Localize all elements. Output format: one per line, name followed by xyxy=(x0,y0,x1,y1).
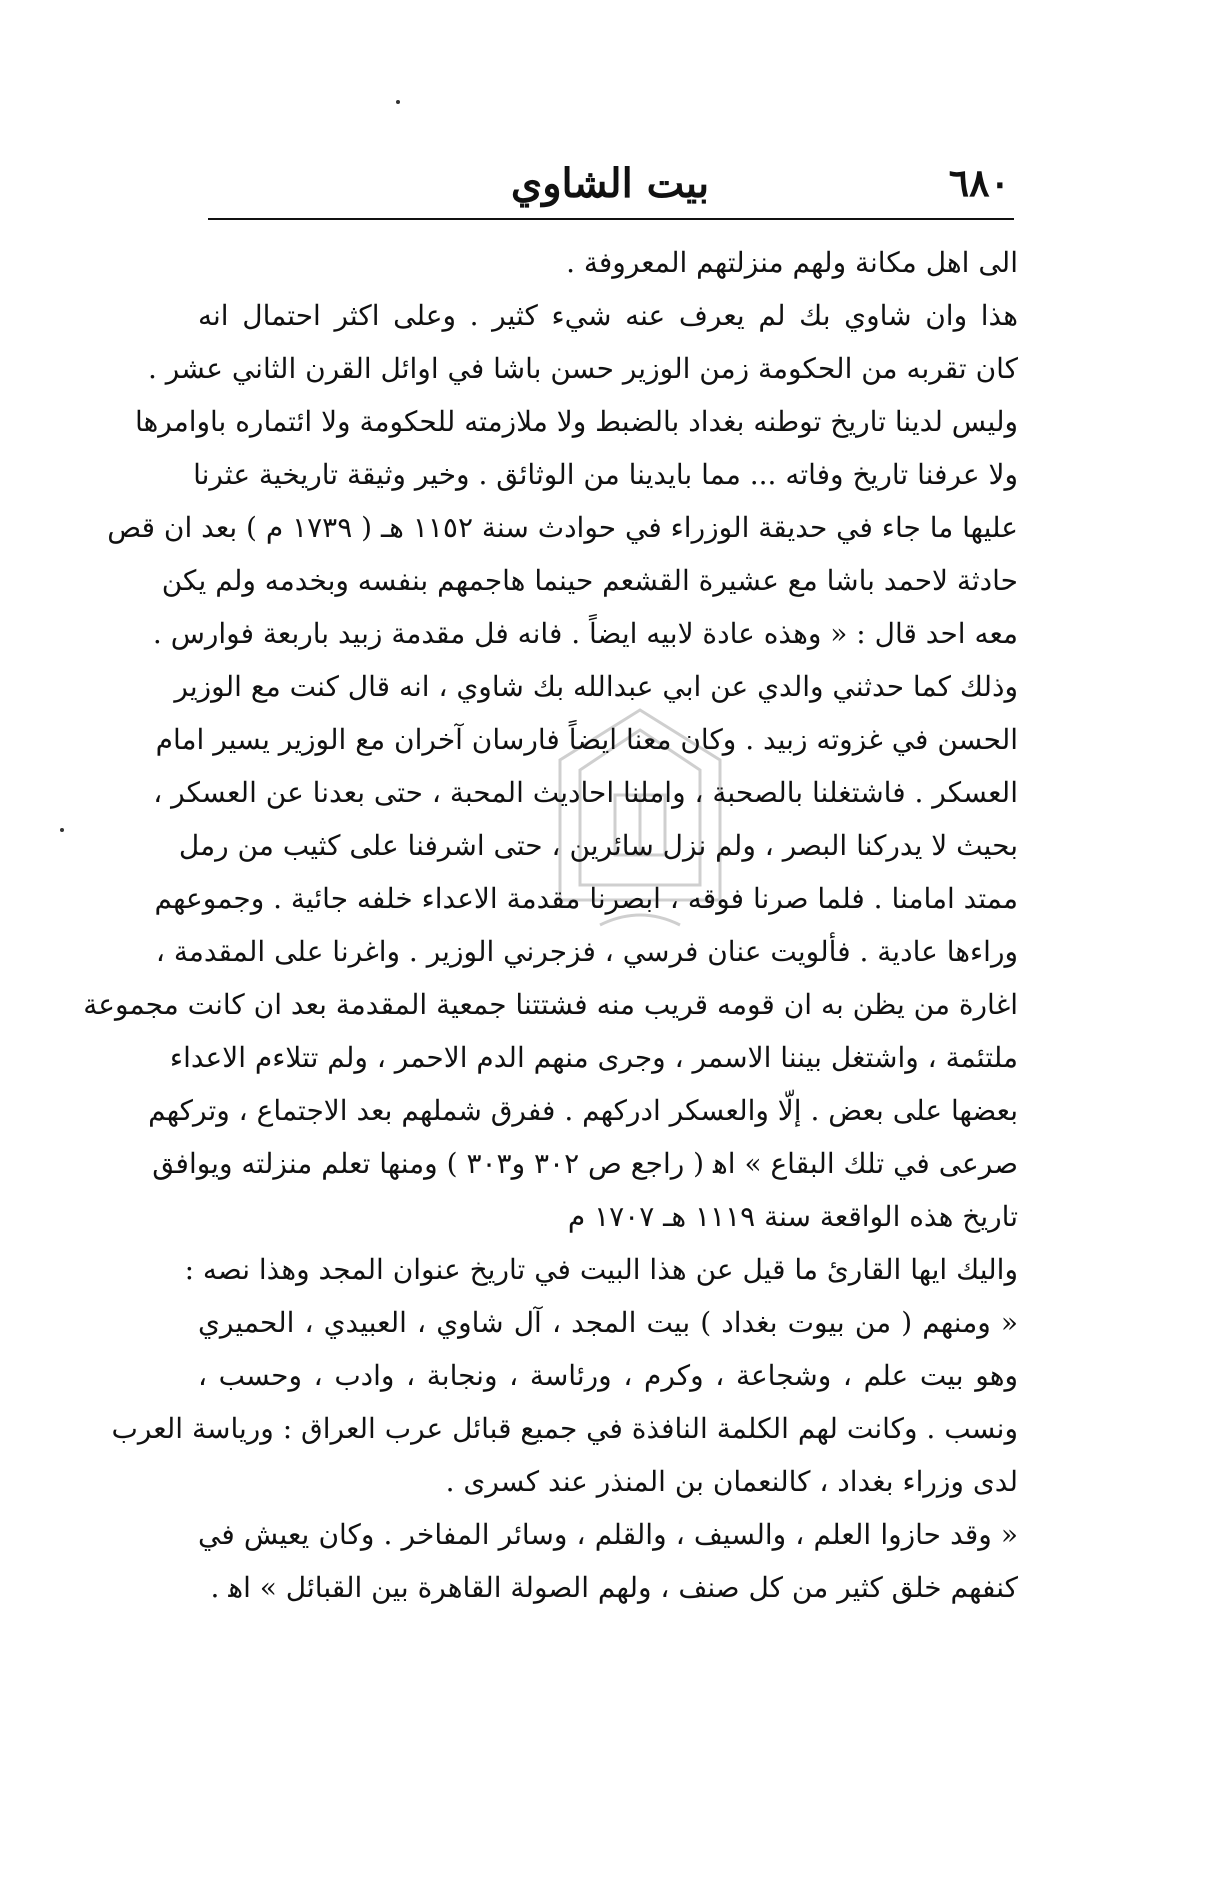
header-rule xyxy=(208,218,1014,220)
body-text xyxy=(83,236,1018,1614)
text-line: « ومنهم ( من بيوت بغداد ) بيت المجد ، آل شاوي ، العبيدي ، الحميري xyxy=(198,1306,1018,1339)
text-line: صرعى في تلك البقاع » اﻫ ( راجع ص ٣٠٢ و٣٠٣ ) ومنها تعلم منزلته ويوافق xyxy=(152,1147,1018,1180)
text-line: ونسب . وكانت لهم الكلمة النافذة في جميع قبائل عرب العراق : ورياسة العرب xyxy=(111,1412,1018,1445)
text-line: الى اهل مكانة ولهم منزلتهم المعروفة . xyxy=(566,246,1018,279)
text-line: وليس لدينا تاريخ توطنه بغداد بالضبط ولا ملازمته للحكومة ولا ائتماره باوامرها xyxy=(134,405,1018,438)
running-title: بيت الشاوي xyxy=(510,160,710,207)
speck xyxy=(60,828,64,832)
text-line: العسكر . فاشتغلنا بالصحبة ، واملنا احاديث المحبة ، حتى بعدنا عن العسكر ، xyxy=(153,776,1018,809)
text-line: عليها ما جاء في حديقة الوزراء في حوادث سنة ١١٥٢ هـ ( ١٧٣٩ م ) بعد ان قص xyxy=(107,511,1018,544)
text-line: ولا عرفنا تاريخ وفاته ... مما بايدينا من الوثائق . وخير وثيقة تاريخية عثرنا xyxy=(193,458,1018,491)
text-line: وهو بيت علم ، وشجاعة ، وكرم ، ورئاسة ، ونجابة ، وادب ، وحسب ، xyxy=(198,1359,1018,1392)
text-line: هذا وان شاوي بك لم يعرف عنه شيء كثير . وعلى اكثر احتمال انه xyxy=(198,299,1018,332)
text-line: لدى وزراء بغداد ، كالنعمان بن المنذر عند كسرى . xyxy=(445,1465,1018,1498)
text-line: بحيث لا يدركنا البصر ، ولم نزل سائرين ، حتى اشرفنا على كثيب من رمل xyxy=(178,829,1018,862)
text-line: معه احد قال : « وهذه عادة لابيه ايضاً . فانه فل مقدمة زبيد باربعة فوارس . xyxy=(152,617,1018,650)
text-line: « وقد حازوا العلم ، والسيف ، والقلم ، وسائر المفاخر . وكان يعيش في xyxy=(198,1518,1018,1551)
page-header xyxy=(210,150,1010,220)
text-line: حادثة لاحمد باشا مع عشيرة القشعم حينما هاجمهم بنفسه وبخدمه ولم يكن xyxy=(161,564,1018,597)
text-line: ملتئمة ، واشتغل بيننا الاسمر ، وجرى منهم الدم الاحمر ، ولم تتلاءم الاعداء xyxy=(169,1041,1018,1074)
speck xyxy=(396,100,400,104)
text-line: واليك ايها القارئ ما قيل عن هذا البيت في تاريخ عنوان المجد وهذا نصه : xyxy=(184,1253,1018,1286)
text-line: كنفهم خلق كثير من كل صنف ، ولهم الصولة القاهرة بين القبائل » اﻫ . xyxy=(210,1571,1018,1604)
text-line: ممتد امامنا . فلما صرنا فوقه ، ابصرنا مقدمة الاعداء خلفه جائية . وجموعهم xyxy=(154,882,1018,915)
text-line: بعضها على بعض . إلّا والعسكر ادركهم . ففرق شملهم بعد الاجتماع ، وتركهم xyxy=(148,1094,1018,1127)
text-line: اغارة من يظن به ان قومه قريب منه فشتتنا جمعية المقدمة بعد ان كانت مجموعة xyxy=(83,988,1018,1021)
text-line: كان تقربه من الحكومة زمن الوزير حسن باشا في اوائل القرن الثاني عشر . xyxy=(147,352,1018,385)
text-line: الحسن في غزوته زبيد . وكان معنا ايضاً فارسان آخران مع الوزير يسير امام xyxy=(155,723,1018,756)
text-line: وذلك كما حدثني والدي عن ابي عبدالله بك شاوي ، انه قال كنت مع الوزير xyxy=(174,670,1018,703)
text-line: وراءها عادية . فألويت عنان فرسي ، فزجرني الوزير . واغرنا على المقدمة ، xyxy=(155,935,1018,968)
page-number: ٦٨٠ xyxy=(948,160,1010,205)
text-line: تاريخ هذه الواقعة سنة ١١١٩ هـ ١٧٠٧ م xyxy=(567,1200,1018,1233)
